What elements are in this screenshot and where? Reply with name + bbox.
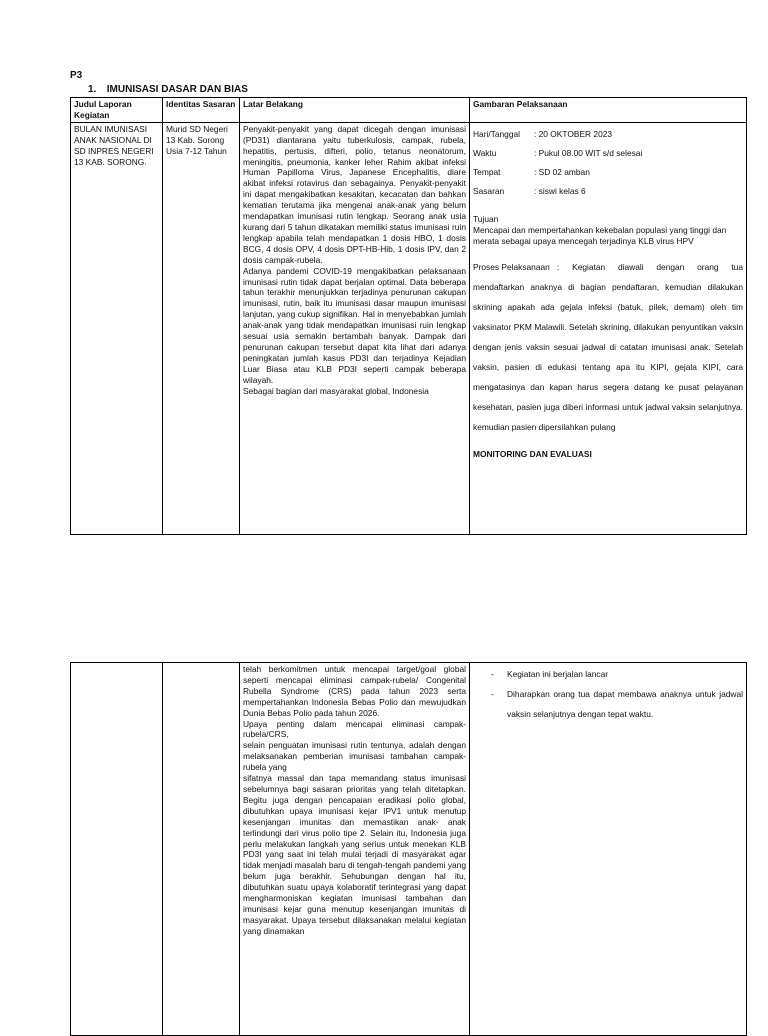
latar-paragraph: Adanya pandemi COVID-19 mengakibatkan pelaksanaan imunisasi rutin tidak dapat berjalan optimal. Data beberapa tahun terakhir menunjukkan terjadinya penurunan cakupan imunisasi, rutin, baik itu imunisasi dasar maupun imunisasi lanjutan, yang cukup signifikan. Hal in menyebabkan jumlah anak-anak yang tidak mendapatkan imunisasi ruin lengkap sesuai usia semakin bertambah banyak. Dampak dari penurunan cakupan tersebut dapat kita lihat dari adanya peningkatan jumlah kasus PD3I dan terjadinya Kejadian Luar Biasa atau KLB PD3I seperti campak beberapa wilayah. bbox=[243, 265, 466, 385]
tempat-label: Tempat bbox=[473, 166, 501, 177]
latar-paragraph: selain penguatan imunisasi rutin tentunya, adalah dengan melaksanakan pemberian imunisasi tambahan campak-rubela yang bbox=[243, 740, 466, 773]
list-item: - Diharapkan orang tua dapat membawa anaknya untuk jadwal vaksin selanjutnya dengan tepat waktu. bbox=[491, 684, 743, 724]
proses-paragraph bbox=[473, 257, 743, 437]
latar-belakang-cell-continued bbox=[240, 663, 470, 1036]
waktu-value: : Pukul 08.00 WIT s/d selesai bbox=[534, 147, 643, 158]
waktu-label: Waktu bbox=[473, 147, 497, 158]
judul-cell: BULAN IMUNISASI ANAK NASIONAL DI SD INPRES NEGERI 13 KAB. SORONG. bbox=[71, 122, 163, 534]
judul-cell-continued bbox=[71, 663, 163, 1036]
latar-paragraph: sifatnya massal dan tapa memandang status imunisasi sebelumnya bagi sasaran prioritas yang telah ditetapkan. Begitu juga dengan pencapaian eradikasi polio global, dibutuhkan upaya imunisasi kejar IPV1 untuk menutup kesenjangan imunitas dan memastikan anak- anak terlindungi dari virus polio tipe 2. Selain itu, Indonesia juga perlu melakukan langkah yang serius untuk menekan KLB PD3I yang saat ini telah mulai terjadi di masyarakat agar tidak menjadi masalah baru di tengah-tengah pandemi yang belum juga berakhir. Sehubungan dengan hal itu, dibutuhkan suatu upaya kolaboratif terintegrasi yang dapat mengharmoniskan kegiatan imunisasi tambahan dan imunisasi kejar guna menutup kesenjangan imunitas di masyarakat. Upaya tersebut dilaksanakan melalui kegiatan yang dinamakan bbox=[243, 773, 466, 936]
header-identitas: Identitas Sasaran bbox=[163, 98, 240, 123]
latar-paragraph: telah berkomitmen untuk mencapai target/goal global seperti mencapai eliminasi campak-rubela/ Congenital Rubella Syndrome (CRS) pada tahun 2023 serta mempertahankan Indonesia Bebas Polio dan mewujudkan Dunia Bebas Polio pada tahun 2026. bbox=[243, 664, 466, 718]
waktu-row bbox=[473, 148, 743, 159]
gambaran-cell bbox=[470, 122, 747, 534]
hari-label: Hari/Tanggal bbox=[473, 128, 521, 139]
hari-value: : 20 OKTOBER 2023 bbox=[534, 128, 613, 139]
table-row bbox=[71, 122, 747, 534]
sasaran-value: : siswi kelas 6 bbox=[534, 185, 586, 196]
report-table-page-2 bbox=[70, 662, 747, 1036]
gambaran-cell-continued bbox=[470, 663, 747, 1036]
monitoring-list bbox=[473, 664, 743, 724]
proses-text: : Kegiatan diawali dengan orang tua mendaftarkan anaknya di bagian pendaftaran, kemudian dilakukan skrining apakah ada gejala infeksi (batuk, pilek, demam) oleh tim vaksinator PKM Malawili. Setelah skrining, dilakukan penyuntikan vaksin dengan jenis vaksin sesuai jadwal di catatan imunisasi anak. Setelah vaksin, pasien di edukasi tentang apa itu KIPI, gejala KIPI, cara mengatasinya dan kapan harus segera datang ke pusat pelayanan kesehatan, pasien juga diberi informasi untuk jadwal vaksin selanjutnya. kemudian pasien dipersilahkan pulang bbox=[473, 262, 743, 433]
identitas-cell: Murid SD Negeri 13 Kab. Sorong Usia 7-12 Tahun bbox=[163, 122, 240, 534]
tempat-row bbox=[473, 167, 743, 178]
header-judul: Judul Laporan Kegiatan bbox=[71, 98, 163, 123]
tempat-value: : SD 02 amban bbox=[534, 166, 590, 177]
list-item: - Kegiatan ini berjalan lancar bbox=[491, 664, 743, 684]
tujuan-text: Mencapai dan mempertahankan kekebalan populasi yang tinggi dan merata sebagai upaya mencegah terjadinya KLB virus HPV bbox=[473, 225, 727, 247]
report-table-page-1 bbox=[70, 97, 747, 535]
page-label: P3 bbox=[70, 70, 83, 81]
header-gambaran: Gambaran Pelaksanaan bbox=[470, 98, 747, 123]
latar-paragraph: Upaya penting dalam mencapai eliminasi campak-rubela/CRS, bbox=[243, 718, 466, 740]
sasaran-label: Sasaran bbox=[473, 185, 505, 196]
table-row bbox=[71, 663, 747, 1036]
proses-label: Proses Pelaksanaan bbox=[473, 262, 550, 273]
latar-belakang-cell bbox=[240, 122, 470, 534]
section-title-text: IMUNISASI DASAR DAN BIAS bbox=[106, 84, 248, 95]
header-latar-belakang: Latar Belakang bbox=[240, 98, 470, 123]
monitoring-title: MONITORING DAN EVALUASI bbox=[473, 449, 592, 460]
sasaran-row bbox=[473, 186, 743, 197]
section-title bbox=[88, 84, 248, 95]
section-number: 1. bbox=[88, 84, 97, 95]
latar-paragraph: Sebagai bagian dari masyarakat global, Indonesia bbox=[243, 385, 429, 396]
tujuan-label: Tujuan bbox=[473, 214, 499, 225]
hari-row bbox=[473, 129, 743, 140]
latar-paragraph: Penyakit-penyakit yang dapat dicegah dengan imunisasi (PD31) diantarana yaitu tuberkulosis, campak, rubela, hepatitis, pertusis, difteri, polio, tetanus neonatorum, meningitis, pneumonia, kanker leher Rahim akibat infeksi Human Papilloma Virus, Japanese Encephalitis, diare akibat infeksi rotavirus dan sebagainya. Penyakit-penyakit ini dapat mengakibatkan kesakitan, kecacatan dan bahkan kematian terutama jika mengenai anak-anak yang belum mendapatkan imunisasi rutin lengkap. Seorang anak usia kurang dari 5 tahun dikatakan memiliki status imunisasi ruin lengkap apabila telah mendapatkan 1 dosis HBO, 1 dosis BCG, 4 dosis OPV, 4 dosis DPT-HB-Hib, 1 dosis IPV, dan 2 dosis campak-rubela. bbox=[243, 123, 466, 265]
identitas-cell-continued bbox=[163, 663, 240, 1036]
table-header-row bbox=[71, 98, 747, 123]
